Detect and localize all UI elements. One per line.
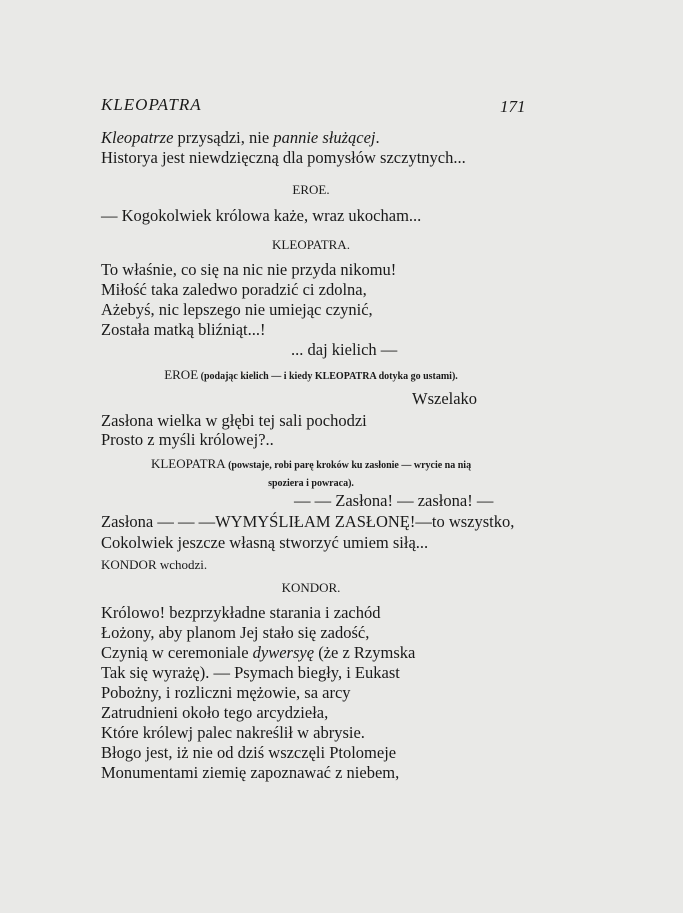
verse-line: — Kogokolwiek królowa każe, wraz ukocham... [101, 206, 422, 225]
verse-line [101, 643, 415, 663]
verse-line: — — Zasłona! — zasłona! — [294, 491, 494, 510]
text: (że z Rzymska [314, 643, 416, 662]
stage-note: (podając kielich — i kiedy KLEOPATRA dotyka go ustami). [198, 371, 458, 382]
text: przysądzi, nie [173, 128, 274, 147]
text: Czynią w ceremoniale [101, 643, 253, 662]
italic-word: Kleopatrze [101, 128, 174, 147]
verse-line: Zasłona — — —WYMYŚLIŁAM ZASŁONĘ!—to wszystko, [101, 512, 515, 531]
verse-line: Królowo! bezprzykładne starania i zachód [101, 603, 381, 622]
verse-line: ... daj kielich — [291, 340, 398, 359]
verse-line: Zasłona wielka w głębi tej sali pochodzi [101, 411, 367, 430]
stage-direction [101, 554, 207, 575]
verse-line: Prosto z myśli królowej?.. [101, 430, 274, 449]
verse-line: Błogo jest, iż nie od dziś wszczęli Ptolomeje [101, 743, 397, 762]
text: . [375, 128, 380, 147]
stage-direction [101, 365, 521, 387]
verse-line: Cokolwiek jeszcze własną stworzyć umiem siłą... [101, 533, 429, 552]
stage-direction [101, 456, 521, 492]
verse-line: Tak się wyrażę). — Psymach biegły, i Eukast [101, 663, 400, 682]
verse-line: Które królewj palec nakreślił w abrysie. [101, 723, 365, 742]
verse-line [101, 128, 380, 148]
verse-line: Ażebyś, nic lepszego nie umiejąc czynić, [101, 300, 373, 319]
speaker-name: KONDOR [101, 557, 157, 572]
verse-line: Historya jest niewdzięczną dla pomysłów szczytnych... [101, 148, 466, 167]
header-title: KLEOPATRA [101, 95, 202, 114]
stage-note: spoziera i powraca). [268, 478, 354, 489]
verse-line: Została matką bliźniąt...! [101, 320, 266, 339]
verse-line: To właśnie, co się na nic nie przyda nikomu! [101, 260, 397, 279]
speaker-name: KLEOPATRA. [272, 237, 350, 252]
italic-word: pannie służącej [273, 128, 376, 147]
page-number: 171 [500, 97, 526, 116]
stage-note: (powstaje, robi parę kroków ku zasłonie — wrycie na nią [225, 460, 472, 471]
speaker-name: KLEOPATRA [150, 456, 226, 471]
verse-line: Wszelako [412, 389, 478, 408]
italic-word: dywersyę [252, 643, 315, 662]
speaker-name: EROE [164, 367, 199, 382]
verse-line: Zatrudnieni około tego arcydzieła, [101, 703, 329, 722]
verse-line: Miłość taka zaledwo poradzić ci zdolna, [101, 280, 367, 299]
speaker-name: EROE. [292, 182, 330, 197]
speaker-name: KONDOR. [281, 580, 341, 595]
verse-line: Łożony, aby planom Jej stało się zadość, [101, 623, 370, 642]
stage-note: wchodzi. [156, 557, 208, 572]
verse-line: Monumentami ziemię zapoznawać z niebem, [101, 763, 400, 782]
verse-line: Pobożny, i rozliczni mężowie, sa arcy [101, 683, 351, 702]
